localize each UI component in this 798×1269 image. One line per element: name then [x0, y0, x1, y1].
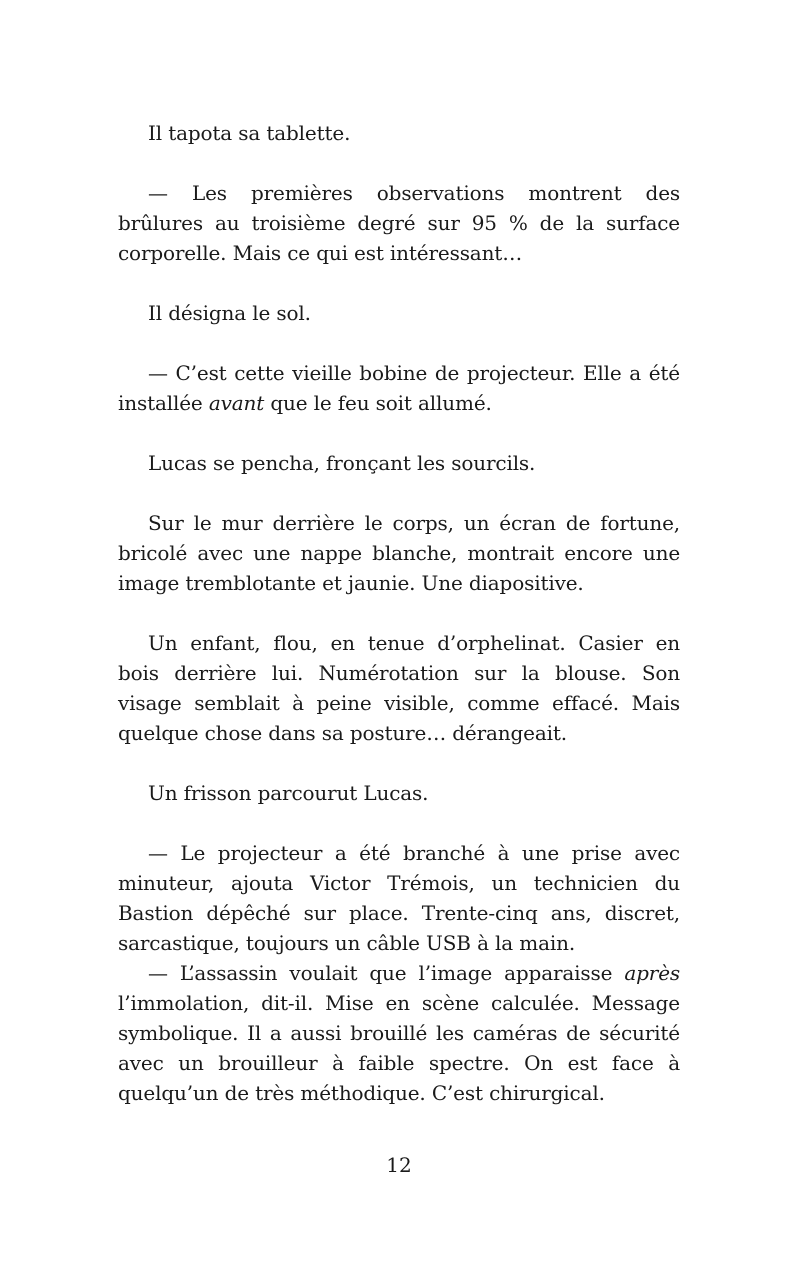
emphasis-text: avant: [208, 391, 265, 415]
page-body: [118, 118, 680, 1108]
paragraph: Un enfant, flou, en tenue d’orphelinat. Casier en bois derrière lui. Numérotation sur la blouse. Son visage semblait à peine visible, comme effacé. Mais quelque chose dans sa posture… dérangeait.: [118, 631, 680, 745]
paragraph: [118, 958, 680, 1108]
text-run: l’immolation, dit-il. Mise en scène calculée. Message symbolique. Il a aussi brouillé les caméras de sécurité avec un brouilleur à faible spectre. On est face à quelqu’un de très méthodique. C’est chirurgical.: [118, 991, 680, 1105]
emphasis-text: après: [624, 961, 680, 985]
text-run: — L’assassin voulait que l’image apparaisse: [148, 961, 625, 985]
paragraph: — Les premières observations montrent des brûlures au troisième degré sur 95 % de la surface corporelle. Mais ce qui est intéressant…: [118, 181, 680, 265]
paragraph: — Le projecteur a été branché à une prise avec minuteur, ajouta Victor Trémois, un technicien du Bastion dépêché sur place. Trente-cinq ans, discret, sarcastique, toujours un câble USB à la main.: [118, 841, 680, 955]
paragraph: Il tapota sa tablette.: [148, 121, 351, 145]
text-run: que le feu soit allumé.: [264, 391, 492, 415]
paragraph: Il désigna le sol.: [148, 301, 311, 325]
paragraph: Sur le mur derrière le corps, un écran de fortune, bricolé avec une nappe blanche, montrait encore une image tremblotante et jaunie. Une diapositive.: [118, 511, 680, 595]
text-run: — C’est cette vieille bobine de projecteur. Elle a été installée: [118, 361, 680, 415]
paragraph: Lucas se pencha, fronçant les sourcils.: [148, 451, 536, 475]
paragraph: Un frisson parcourut Lucas.: [148, 781, 429, 805]
page-number: 12: [386, 1153, 412, 1177]
paragraph: [118, 358, 680, 418]
